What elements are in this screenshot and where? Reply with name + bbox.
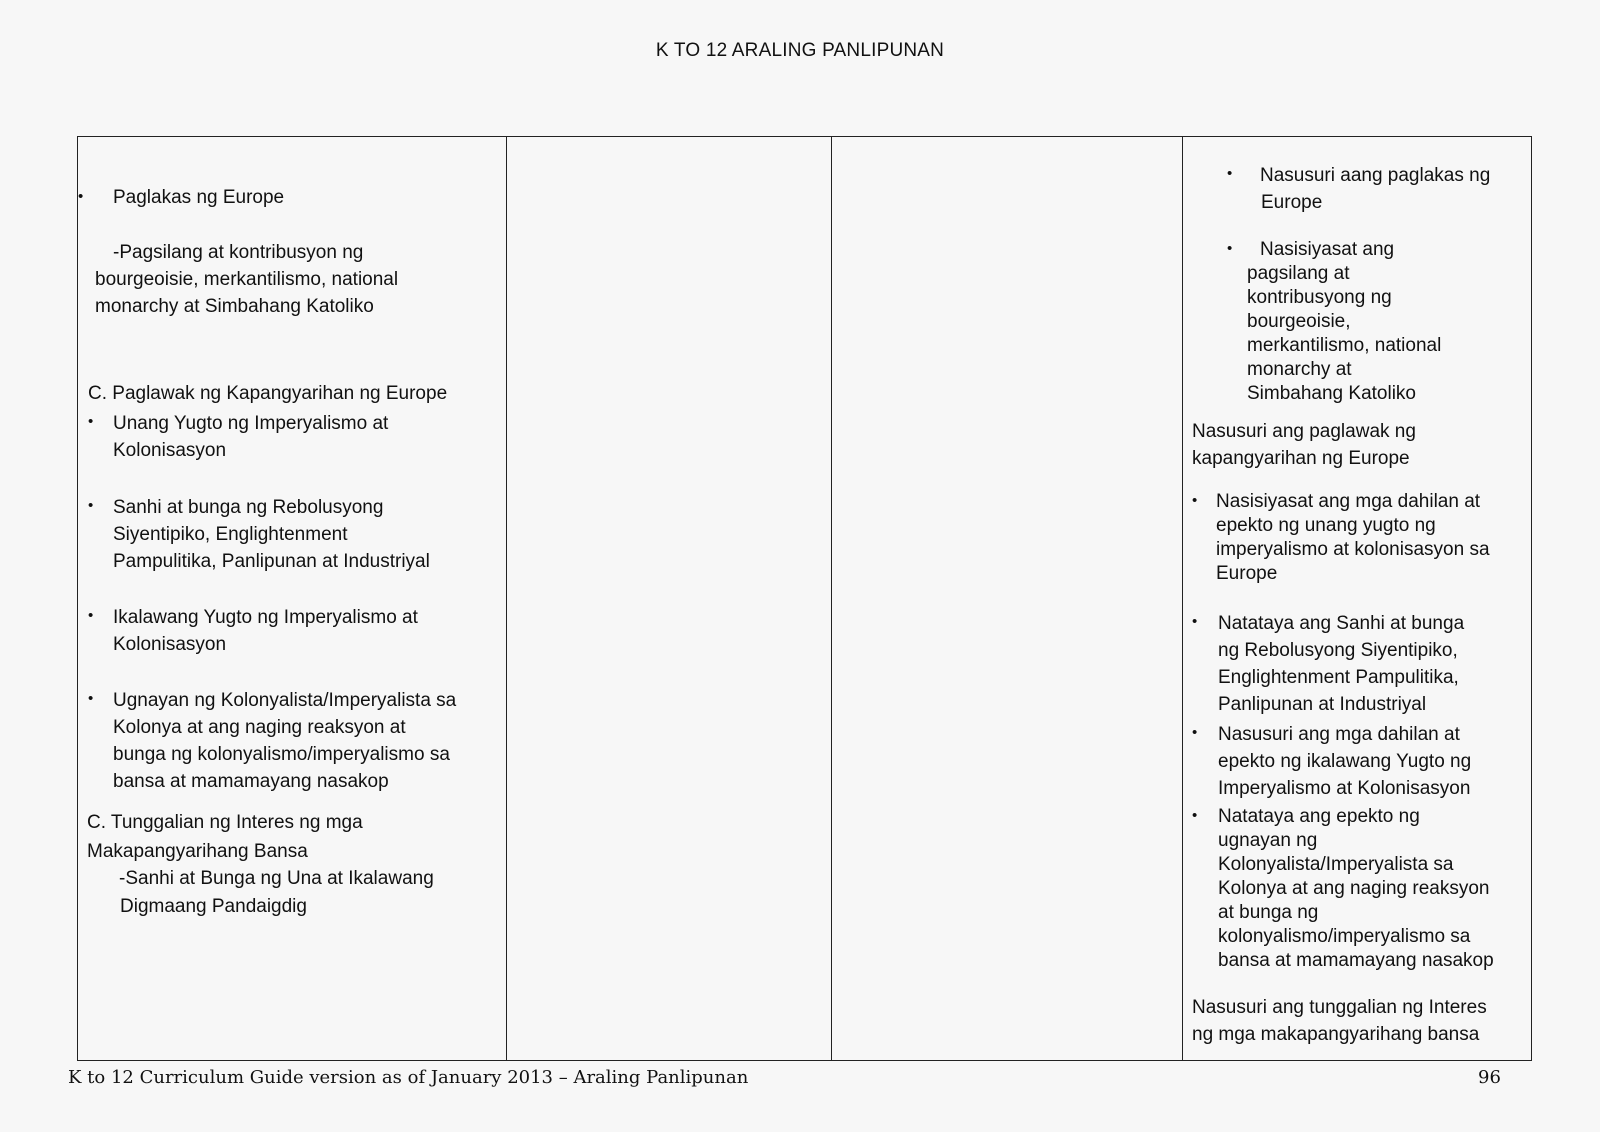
competency-line: kontribusyong ng [1247, 287, 1392, 308]
content-item-line: monarchy at Simbahang Katoliko [95, 296, 374, 317]
section-heading: C. Paglawak ng Kapangyarihan ng Europe [88, 383, 448, 404]
competency-line: Nasusuri aang paglakas ng [1260, 165, 1491, 186]
content-item-line: Pampulitika, Panlipunan at Industriyal [113, 551, 430, 572]
content-item-line: Unang Yugto ng Imperyalismo at [113, 413, 389, 434]
content-item-line: Sanhi at bunga ng Rebolusyong [113, 497, 384, 518]
page-header: K TO 12 ARALING PANLIPUNAN [655, 40, 945, 61]
competency-line: Englightenment Pampulitika, [1218, 667, 1459, 688]
bullet [88, 607, 93, 624]
competency-heading: ng mga makapangyarihang bansa [1192, 1024, 1480, 1045]
content-item-line: Kolonya at ang naging reaksyon at [113, 717, 406, 738]
section-heading: C. Tunggalian ng Interes ng mga [87, 812, 363, 833]
bullet [78, 188, 83, 205]
bullet [1192, 807, 1197, 824]
section-heading: Makapangyarihang Bansa [87, 841, 308, 862]
competency-line: ugnayan ng [1218, 830, 1318, 851]
page-number: 96 [1478, 1067, 1501, 1088]
bullet [88, 690, 93, 707]
bullet [1192, 724, 1197, 741]
competency-line: epekto ng unang yugto ng [1216, 515, 1436, 536]
competency-line: epekto ng ikalawang Yugto ng [1218, 751, 1472, 772]
bullet [1227, 240, 1232, 257]
bullet [88, 413, 93, 430]
column-divider [1182, 137, 1183, 1060]
content-item-line: Siyentipiko, Englightenment [113, 524, 348, 545]
content-item-line: Kolonisasyon [113, 440, 227, 461]
content-item-line: Ikalawang Yugto ng Imperyalismo at [113, 607, 418, 628]
competency-line: bourgeoisie, [1247, 311, 1351, 332]
competency-line: Natataya ang Sanhi at bunga [1218, 613, 1465, 634]
content-item-line: bunga ng kolonyalismo/imperyalismo sa [113, 744, 450, 765]
bullet [1192, 492, 1197, 509]
bullet [88, 497, 93, 514]
content-item-line: Ugnayan ng Kolonyalista/Imperyalista sa [113, 690, 457, 711]
competency-line: Simbahang Katoliko [1247, 383, 1416, 404]
content-item-line: -Pagsilang at kontribusyon ng [113, 242, 364, 263]
column-divider [831, 137, 832, 1060]
competency-line: ng Rebolusyong Siyentipiko, [1218, 640, 1458, 661]
footer-text: K to 12 Curriculum Guide version as of January 2013 – Araling Panlipunan [68, 1067, 749, 1088]
bullet [1192, 613, 1197, 630]
column-divider [506, 137, 507, 1060]
competency-line: Kolonya at ang naging reaksyon [1218, 878, 1490, 899]
content-item-line: -Sanhi at Bunga ng Una at Ikalawang [119, 868, 434, 889]
competency-line: at bunga ng [1218, 902, 1319, 923]
competency-line: Europe [1216, 563, 1278, 584]
content-item-line: bourgeoisie, merkantilismo, national [95, 269, 399, 290]
competency-line: monarchy at [1247, 359, 1352, 380]
competency-line: Kolonyalista/Imperyalista sa [1218, 854, 1454, 875]
competency-line: Nasusuri ang mga dahilan at [1218, 724, 1460, 745]
competency-heading: Nasusuri ang tunggalian ng Interes [1192, 997, 1487, 1018]
competency-heading: kapangyarihan ng Europe [1192, 448, 1410, 469]
competency-line: Panlipunan at Industriyal [1218, 694, 1427, 715]
content-item-line: bansa at mamamayang nasakop [113, 771, 389, 792]
content-item-title: Paglakas ng Europe [113, 187, 285, 208]
competency-line: Natataya ang epekto ng [1218, 806, 1420, 827]
competency-line: pagsilang at [1247, 263, 1350, 284]
competency-line: Imperyalismo at Kolonisasyon [1218, 778, 1471, 799]
competency-line: imperyalismo at kolonisasyon sa [1216, 539, 1490, 560]
competency-line: kolonyalismo/imperyalismo sa [1218, 926, 1471, 947]
content-item-line: Kolonisasyon [113, 634, 227, 655]
competency-heading: Nasusuri ang paglawak ng [1192, 421, 1416, 442]
content-item-line: Digmaang Pandaigdig [120, 896, 307, 917]
bullet [1227, 165, 1232, 182]
competency-line: bansa at mamamayang nasakop [1218, 950, 1494, 971]
competency-line: Nasisiyasat ang [1260, 239, 1395, 260]
competency-line: merkantilismo, national [1247, 335, 1442, 356]
competency-line: Europe [1261, 192, 1323, 213]
competency-line: Nasisiyasat ang mga dahilan at [1216, 491, 1481, 512]
